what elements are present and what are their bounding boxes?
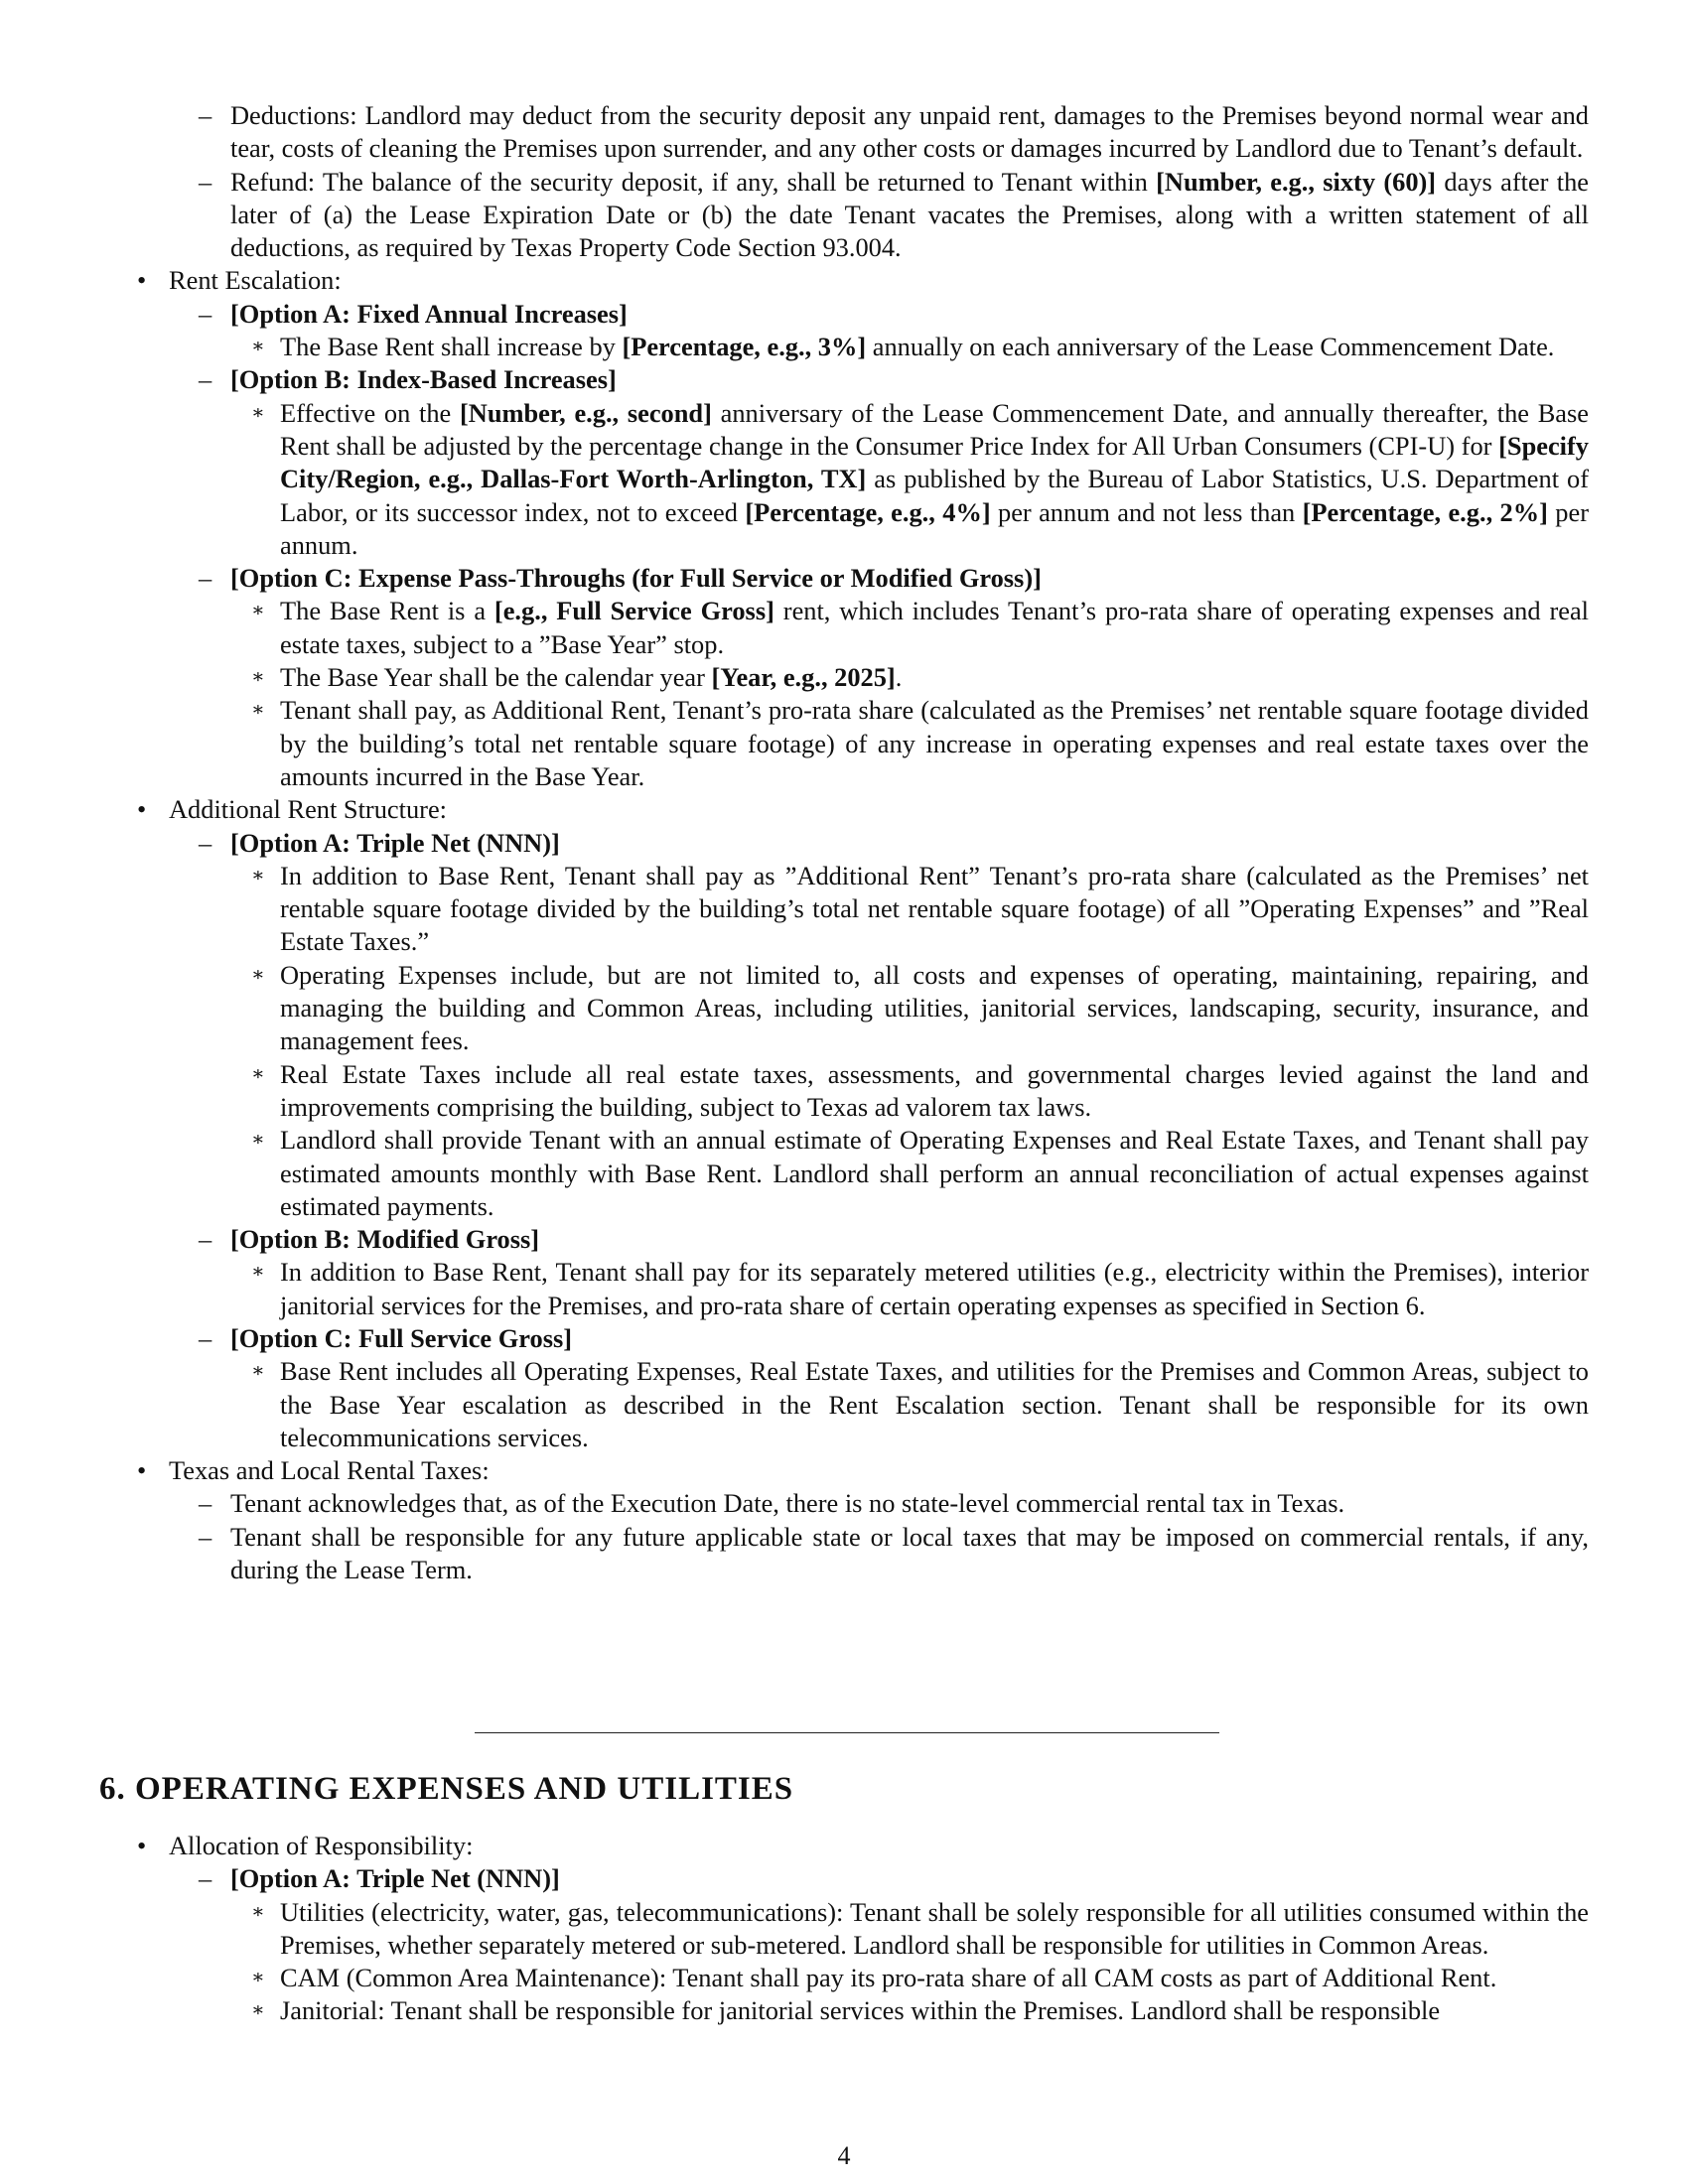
item-text: CAM (Common Area Maintenance): Tenant shall pay its pro-rata share of all CAM costs as part of Additional Rent. (280, 1963, 1497, 1993)
asterisk-marker: ∗ (251, 1261, 265, 1284)
deductions-text: Deductions: Landlord may deduct from the security deposit any unpaid rent, damages to the Premises beyond normal wear and tear, costs of cleaning the Premises upon surrender, and any other costs or damages incurred by Landlord due to Tenant’s default. (230, 100, 1589, 164)
placeholder: [Year, e.g., 2025] (711, 662, 896, 693)
section6-body (137, 1830, 1589, 2028)
item-text: The Base Rent is a (280, 596, 494, 626)
option-c-pass-throughs (137, 562, 1589, 595)
bullet-marker: • (137, 1455, 147, 1486)
asterisk-marker: ∗ (251, 1967, 265, 1989)
asterisk-marker: ∗ (251, 1062, 265, 1085)
list-item (137, 1521, 1589, 1587)
bullet-marker: • (137, 1831, 147, 1860)
option-label: [Option C: Expense Pass-Throughs (for Full Service or Modified Gross)] (230, 563, 1042, 594)
list-item (137, 331, 1589, 363)
dash-marker: – (199, 1488, 212, 1519)
list-item (137, 1896, 1589, 1963)
list-item (137, 1355, 1589, 1454)
texas-taxes-label: Texas and Local Rental Taxes: (169, 1455, 490, 1486)
list-item (137, 1058, 1589, 1125)
dash-marker: – (199, 1322, 212, 1353)
placeholder: [Percentage, e.g., 4%] (745, 496, 991, 527)
option-label: [Option A: Triple Net (NNN)] (230, 1863, 560, 1894)
refund-placeholder: [Number, e.g., sixty (60)] (1156, 166, 1437, 197)
asterisk-marker: ∗ (251, 666, 265, 689)
dash-marker: – (199, 1521, 212, 1552)
placeholder: [Percentage, e.g., 3%] (622, 332, 867, 362)
option-label: [Option B: Index-Based Increases] (230, 364, 617, 395)
allocation-label: Allocation of Responsibility: (169, 1831, 474, 1860)
item-text: Operating Expenses include, but are not limited to, all costs and expenses of operating, maintaining, repairing, and managing the building and Common Areas, including utilities, janitorial services, landscaping, security, insurance, and management fees. (280, 959, 1589, 1056)
item-text: Janitorial: Tenant shall be responsible for janitorial services within the Premises. Landlord shall be responsible (280, 1995, 1441, 2026)
dash-marker: – (199, 166, 212, 197)
option-label: [Option B: Modified Gross] (230, 1224, 540, 1255)
option-b-modified-gross (137, 1223, 1589, 1256)
section-heading: 6. OPERATING EXPENSES AND UTILITIES (99, 1771, 794, 1807)
asterisk-marker: ∗ (251, 963, 265, 986)
section-divider (475, 1732, 1219, 1733)
asterisk-marker: ∗ (251, 1900, 265, 1923)
asterisk-marker: ∗ (251, 1999, 265, 2022)
asterisk-marker: ∗ (251, 1129, 265, 1152)
list-item (137, 1124, 1589, 1223)
lease-body-continued (137, 99, 1589, 1586)
option-label: [Option A: Triple Net (NNN)] (230, 827, 560, 858)
item-text: Tenant acknowledges that, as of the Execution Date, there is no state-level commercial rental tax in Texas. (230, 1488, 1345, 1519)
list-item (137, 397, 1589, 562)
dash-marker: – (199, 364, 212, 395)
item-text: Tenant shall be responsible for any future applicable state or local taxes that may be imposed on commercial rentals, if any, during the Lease Term. (230, 1521, 1589, 1585)
list-item-additional-rent (137, 793, 1589, 826)
dash-marker: – (199, 1863, 212, 1894)
item-text: Landlord shall provide Tenant with an annual estimate of Operating Expenses and Real Estate Taxes, and Tenant shall pay estimated amounts monthly with Base Rent. Landlord shall perform an annual reconciliation of actual expenses against estimated payments. (280, 1125, 1589, 1221)
dash-marker: – (199, 298, 212, 329)
list-item (137, 1256, 1589, 1322)
item-text: per annum and not less than (990, 496, 1303, 527)
list-item (137, 694, 1589, 793)
option-a-triple-net (137, 827, 1589, 860)
item-text: The Base Rent shall increase by (280, 332, 623, 362)
item-text: Effective on the (280, 397, 460, 428)
placeholder: [Percentage, e.g., 2%] (1302, 496, 1548, 527)
list-item-refund (137, 166, 1589, 265)
list-item-allocation (137, 1830, 1589, 1862)
item-text: The Base Year shall be the calendar year (280, 662, 712, 693)
list-item (137, 595, 1589, 661)
asterisk-marker: ∗ (251, 699, 265, 722)
list-item (137, 1487, 1589, 1520)
option-a-fixed-increases (137, 298, 1589, 331)
dash-marker: – (199, 563, 212, 594)
list-item-texas-taxes (137, 1454, 1589, 1487)
item-text: Utilities (electricity, water, gas, telecommunications): Tenant shall be solely responsible for all utilities consumed within the Premises, whether separately metered or sub-metered. Landlord shall be responsible for utilities in Common Areas. (280, 1896, 1589, 1960)
item-text: annually on each anniversary of the Lease Commencement Date. (866, 332, 1555, 362)
item-text: In addition to Base Rent, Tenant shall pay as ”Additional Rent” Tenant’s pro-rata share (calculated as the Premises’ net rentable square footage divided by the building’s total net rentable square footage) of all ”Operating Expenses” and ”Real Estate Taxes.” (280, 860, 1589, 957)
bullet-marker: • (137, 794, 147, 825)
item-text: . (895, 662, 903, 693)
list-item-deductions (137, 99, 1589, 166)
list-item-rent-escalation (137, 264, 1589, 297)
refund-text-before: Refund: The balance of the security deposit, if any, shall be returned to Tenant within (230, 166, 1157, 197)
list-item (137, 661, 1589, 694)
dash-marker: – (199, 827, 212, 858)
list-item (137, 959, 1589, 1058)
placeholder: [Number, e.g., second] (459, 397, 712, 428)
rent-escalation-label: Rent Escalation: (169, 265, 342, 296)
asterisk-marker: ∗ (251, 600, 265, 622)
option-label: [Option C: Full Service Gross] (230, 1322, 573, 1353)
option-b-index-increases (137, 363, 1589, 396)
asterisk-marker: ∗ (251, 1360, 265, 1383)
dash-marker: – (199, 1224, 212, 1255)
asterisk-marker: ∗ (251, 864, 265, 887)
option-c-full-service-gross (137, 1322, 1589, 1355)
item-text: Base Rent includes all Operating Expenses, Real Estate Taxes, and utilities for the Premises and Common Areas, subject to the Base Year escalation as described in the Rent Escalation section. Tenant shall be responsible for its own telecommunications services. (280, 1356, 1589, 1452)
list-item (137, 1962, 1589, 1994)
list-item (137, 1994, 1589, 2027)
dash-marker: – (199, 100, 212, 130)
refund-text-after: days after the later of (a) the Lease Expiration Date or (b) the date Tenant vacates the Premises, along with a written statement of all deductions, as required by Texas Property Code Section 93.004. (230, 166, 1589, 263)
item-text: Real Estate Taxes include all real estate taxes, assessments, and governmental charges levied against the land and improvements comprising the building, subject to Texas ad valorem tax laws. (280, 1058, 1589, 1122)
placeholder: [e.g., Full Service Gross] (493, 596, 774, 626)
asterisk-marker: ∗ (251, 401, 265, 424)
additional-rent-label: Additional Rent Structure: (169, 794, 447, 825)
item-text: as published by the Bureau of Labor Statistics, U.S. Department of Labor, or its successor index, not to exceed (280, 464, 1590, 527)
item-text: rent, which includes Tenant’s pro-rata share of operating expenses and real estate taxes, subject to a ”Base Year” stop. (280, 596, 1590, 659)
item-text: Tenant shall pay, as Additional Rent, Tenant’s pro-rata share (calculated as the Premises’ net rentable square footage divided by the building’s total net rentable square footage) of any increase in operating expenses and real estate taxes over the amounts incurred in the Base Year. (280, 695, 1589, 791)
item-text: per annum. (280, 496, 1589, 560)
item-text: anniversary of the Lease Commencement Date, and annually thereafter, the Base Rent shall be adjusted by the percentage change in the Consumer Price Index for All Urban Consumers (CPI-U) for (280, 397, 1590, 461)
asterisk-marker: ∗ (251, 336, 265, 358)
option-label: [Option A: Fixed Annual Increases] (230, 298, 628, 329)
option-a-triple-net (137, 1862, 1589, 1895)
list-item (137, 860, 1589, 959)
page-number: 4 (837, 2141, 851, 2170)
item-text: In addition to Base Rent, Tenant shall pay for its separately metered utilities (e.g., electricity within the Premises), interior janitorial services for the Premises, and pro-rata share of certain operating expenses as specified in Section 6. (280, 1257, 1589, 1320)
placeholder: [Specify City/Region, e.g., Dallas-Fort Worth-Arlington, TX] (280, 430, 1589, 494)
bullet-marker: • (137, 265, 147, 296)
